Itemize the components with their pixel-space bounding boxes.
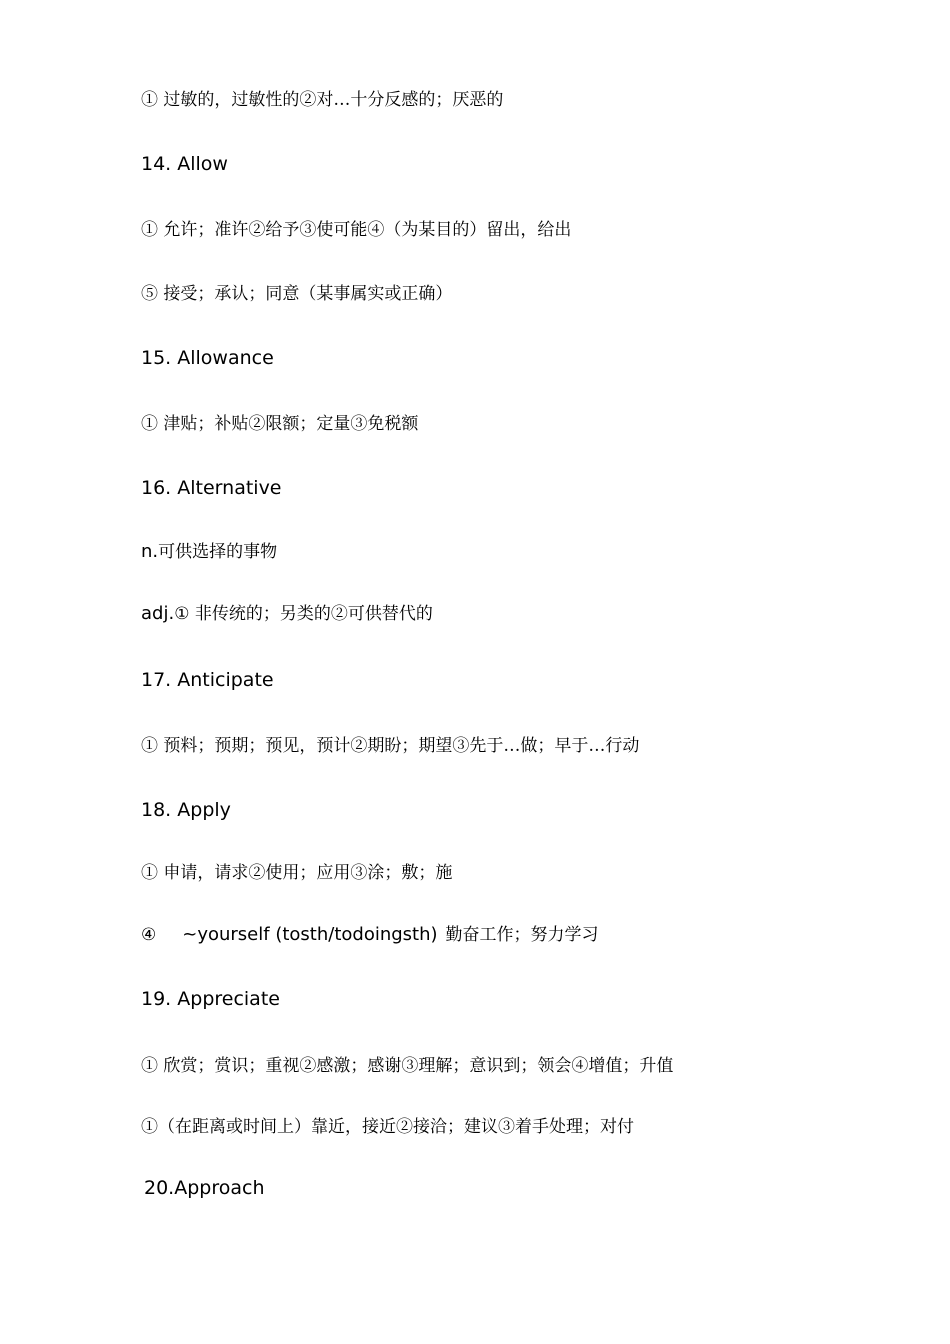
- definition-text: ① 非传统的；另类的②可供替代的: [174, 604, 433, 624]
- definition-allergic: ① 过敏的，过敏性的②对…十分反感的；厌恶的: [141, 90, 504, 110]
- entry-heading-alternative: 16. Alternative: [141, 477, 282, 499]
- entry-heading-allow: 14. Allow: [141, 153, 228, 175]
- definition-approach: ①（在距离或时间上）靠近，接近②接洽；建议③着手处理；对付: [141, 1117, 634, 1137]
- entry-heading-allowance: 15. Allowance: [141, 347, 274, 369]
- entry-heading-apply: 18. Apply: [141, 799, 231, 821]
- definition-apply-1: ① 申请，请求②使用；应用③涂；敷；施: [141, 863, 453, 883]
- definition-allow-1: ① 允许；准许②给予③使可能④（为某目的）留出，给出: [141, 220, 572, 240]
- definition-allow-2: ⑤ 接受；承认；同意（某事属实或正确）: [141, 284, 453, 304]
- entry-heading-appreciate: 19. Appreciate: [141, 988, 280, 1010]
- part-of-speech-noun: n.: [141, 541, 159, 562]
- definition-text: 勤奋工作；努力学习: [445, 925, 599, 945]
- definition-alternative-noun: [141, 543, 277, 561]
- list-number: ④: [141, 925, 157, 945]
- definition-alternative-adjective: [141, 605, 433, 623]
- part-of-speech-adjective: adj.: [141, 603, 175, 624]
- phrase-text: ~yourself (tosth/todoingsth): [182, 924, 438, 945]
- definition-anticipate: ① 预料；预期；预见，预计②期盼；期望③先于…做；早于…行动: [141, 736, 640, 756]
- definition-appreciate: ① 欣赏；赏识；重视②感激；感谢③理解；意识到；领会④增值；升值: [141, 1056, 674, 1076]
- definition-text: 可供选择的事物: [158, 542, 278, 562]
- definition-apply-2: [141, 926, 599, 944]
- entry-heading-approach: 20.Approach: [144, 1177, 265, 1199]
- definition-allowance: ① 津贴；补贴②限额；定量③免税额: [141, 414, 419, 434]
- entry-heading-anticipate: 17. Anticipate: [141, 669, 274, 691]
